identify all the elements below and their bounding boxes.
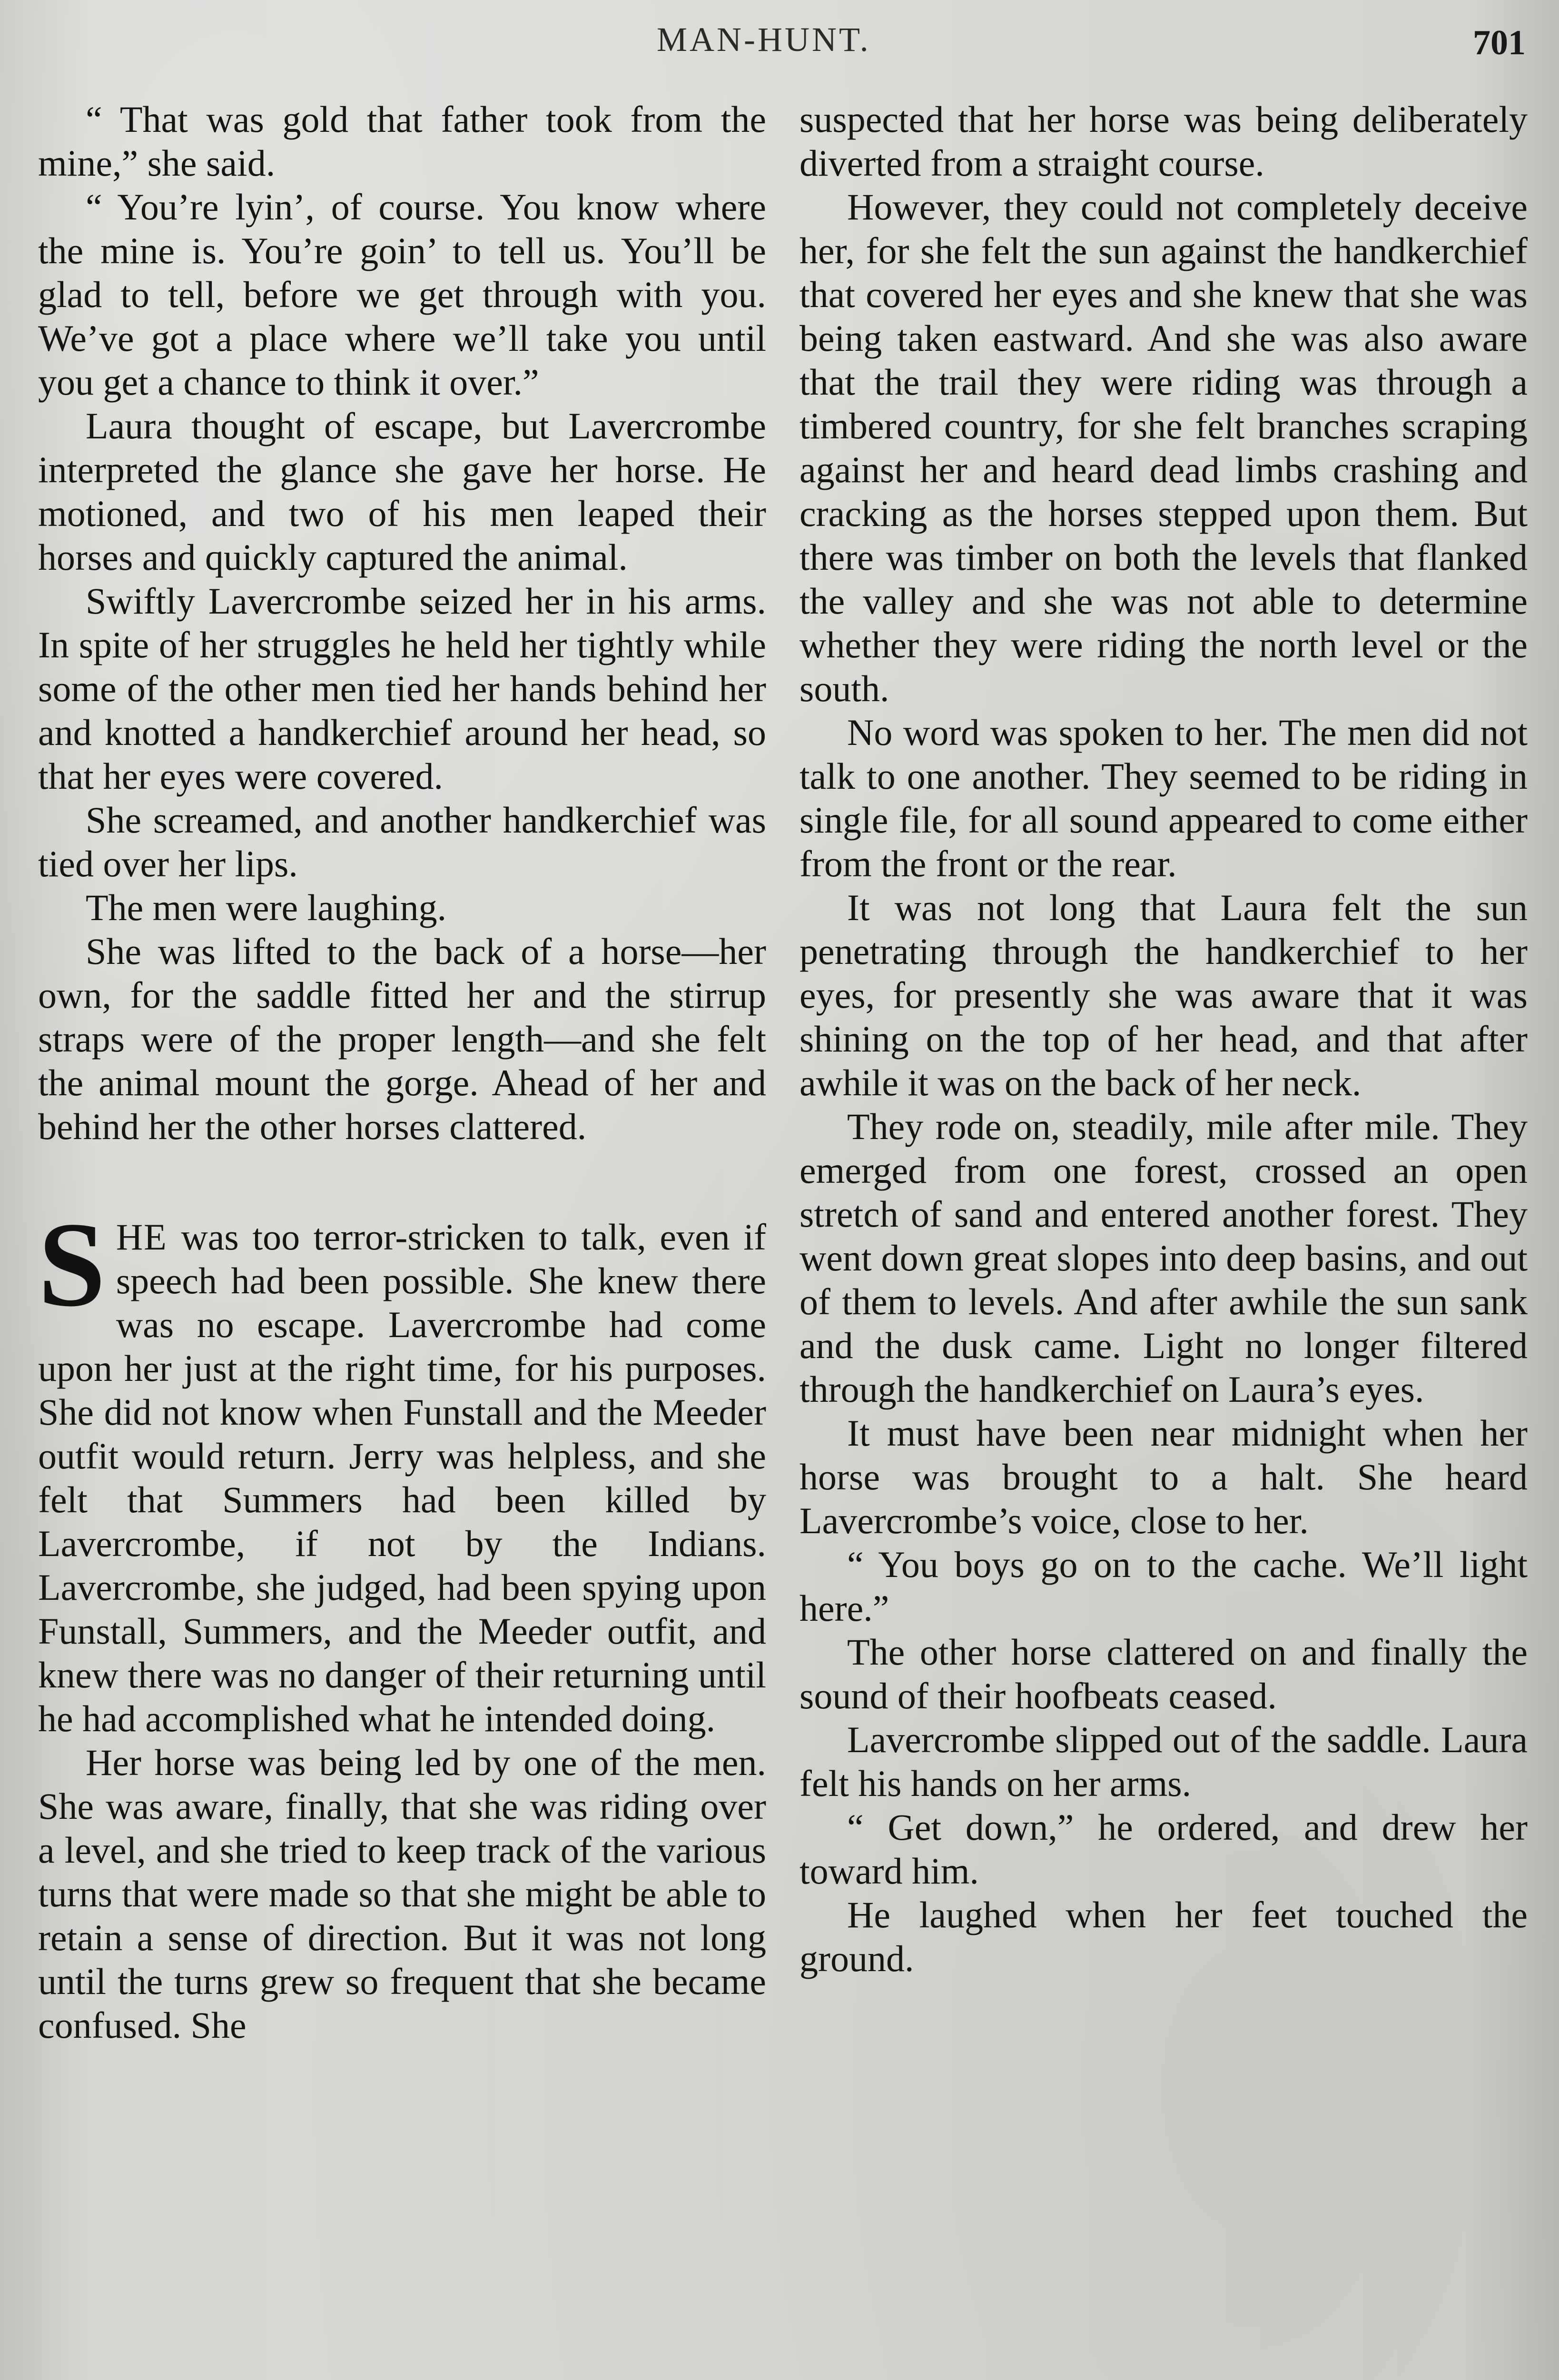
paragraph: The men were laughing. [86, 887, 447, 928]
paragraph: Her horse was being led by one of the men. She was aware, finally, that she was riding over a level, and she tried to keep track of the various turns that were made so that she might be able to retain a sense of direction. But it was not long until the turns grew so frequent that she became confused. She [38, 1742, 766, 2046]
paragraph: “ That was gold that father took from the mine,” she said. [38, 99, 766, 184]
continued-paragraph: suspected that her horse was being deliberately diverted from a straight course. [799, 99, 1528, 184]
paragraph: It was not long that Laura felt the sun penetrating through the handkerchief to her eyes, for presently she was aware that it was shining on the top of her head, and that after awhile it was on the back of her neck. [799, 887, 1528, 1103]
left-text-column [38, 98, 766, 2380]
paragraph: She was lifted to the back of a horse—her own, for the saddle fitted her and the stirrup straps were of the proper length—and she felt the animal mount the gorge. Ahead of her and behind her the other horses clattered. [38, 931, 766, 1147]
paragraph: Laura thought of escape, but Lavercrombe interpreted the glance she gave her horse. He motioned, and two of his men leaped their horses and quickly captured the animal. [38, 405, 766, 578]
drop-cap-letter: S [38, 1198, 106, 1332]
section-break [38, 1149, 766, 1215]
paragraph-text: was too terror-stricken to talk, even if speech had been possible. She knew there was no escape. Lavercrombe had come upon her just at the right time, for his purposes. She did not know when Funstall and the Meeder outfit would return. Jerry was helpless, and she felt that Summers had been killed by Lavercrombe, if not by the Indians. Lavercrombe, she judged, had been spying upon Funstall, Summers, and the Meeder outfit, and knew there was no danger of their returning until he had accomplished what he intended doing. [38, 1216, 766, 1739]
paragraph: He laughed when her feet touched the ground. [799, 1894, 1528, 1979]
paragraph: “ You boys go on to the cache. We’ll light here.” [799, 1544, 1528, 1629]
paragraph: “ You’re lyin’, of course. You know where the mine is. You’re goin’ to tell us. You’ll be glad to tell, before we get through with you. We’ve got a place where we’ll take you until you get a chance to think it over.” [38, 186, 766, 403]
running-title: MAN-HUNT. [657, 20, 871, 59]
paragraph: Lavercrombe slipped out of the saddle. Laura felt his hands on her arms. [799, 1719, 1528, 1804]
paragraph: She screamed, and another handkerchief was tied over her lips. [38, 799, 766, 884]
page-number: 701 [1473, 23, 1526, 62]
opening-small-caps: HE [116, 1216, 168, 1258]
paragraph: No word was spoken to her. The men did not talk to one another. They seemed to be riding in single file, for all sound appeared to come either from the front or the rear. [799, 712, 1528, 884]
paragraph: However, they could not completely deceive her, for she felt the sun against the handkerchief that covered her eyes and she knew that she was being taken eastward. And she was also aware that the trail they were riding was through a timbered country, for she felt branches scraping against her and heard dead limbs crashing and cracking as the horses stepped upon them. But there was timber on both the levels that flanked the valley and she was not able to determine whether they were riding the north level or the south. [799, 186, 1528, 709]
paragraph: It must have been near midnight when her horse was brought to a halt. She heard Lavercrombe’s voice, close to her. [799, 1412, 1528, 1541]
dropcap-paragraph [38, 1198, 766, 1741]
paragraph: The other horse clattered on and finally the sound of their hoofbeats ceased. [799, 1631, 1528, 1716]
paragraph: “ Get down,” he ordered, and drew her toward him. [799, 1806, 1528, 1892]
paragraph: They rode on, steadily, mile after mile. They emerged from one forest, crossed an open stretch of sand and entered another forest. They went down great slopes into deep basins, and out of them to levels. And after awhile the sun sank and the dusk came. Light no longer filtered through the handkerchief on Laura’s eyes. [799, 1106, 1528, 1410]
right-text-column [799, 98, 1528, 2380]
paragraph: Swiftly Lavercrombe seized her in his arms. In spite of her struggles he held her tightly while some of the other men tied her hands behind her and knotted a handkerchief around her head, so that her eyes were covered. [38, 580, 766, 797]
